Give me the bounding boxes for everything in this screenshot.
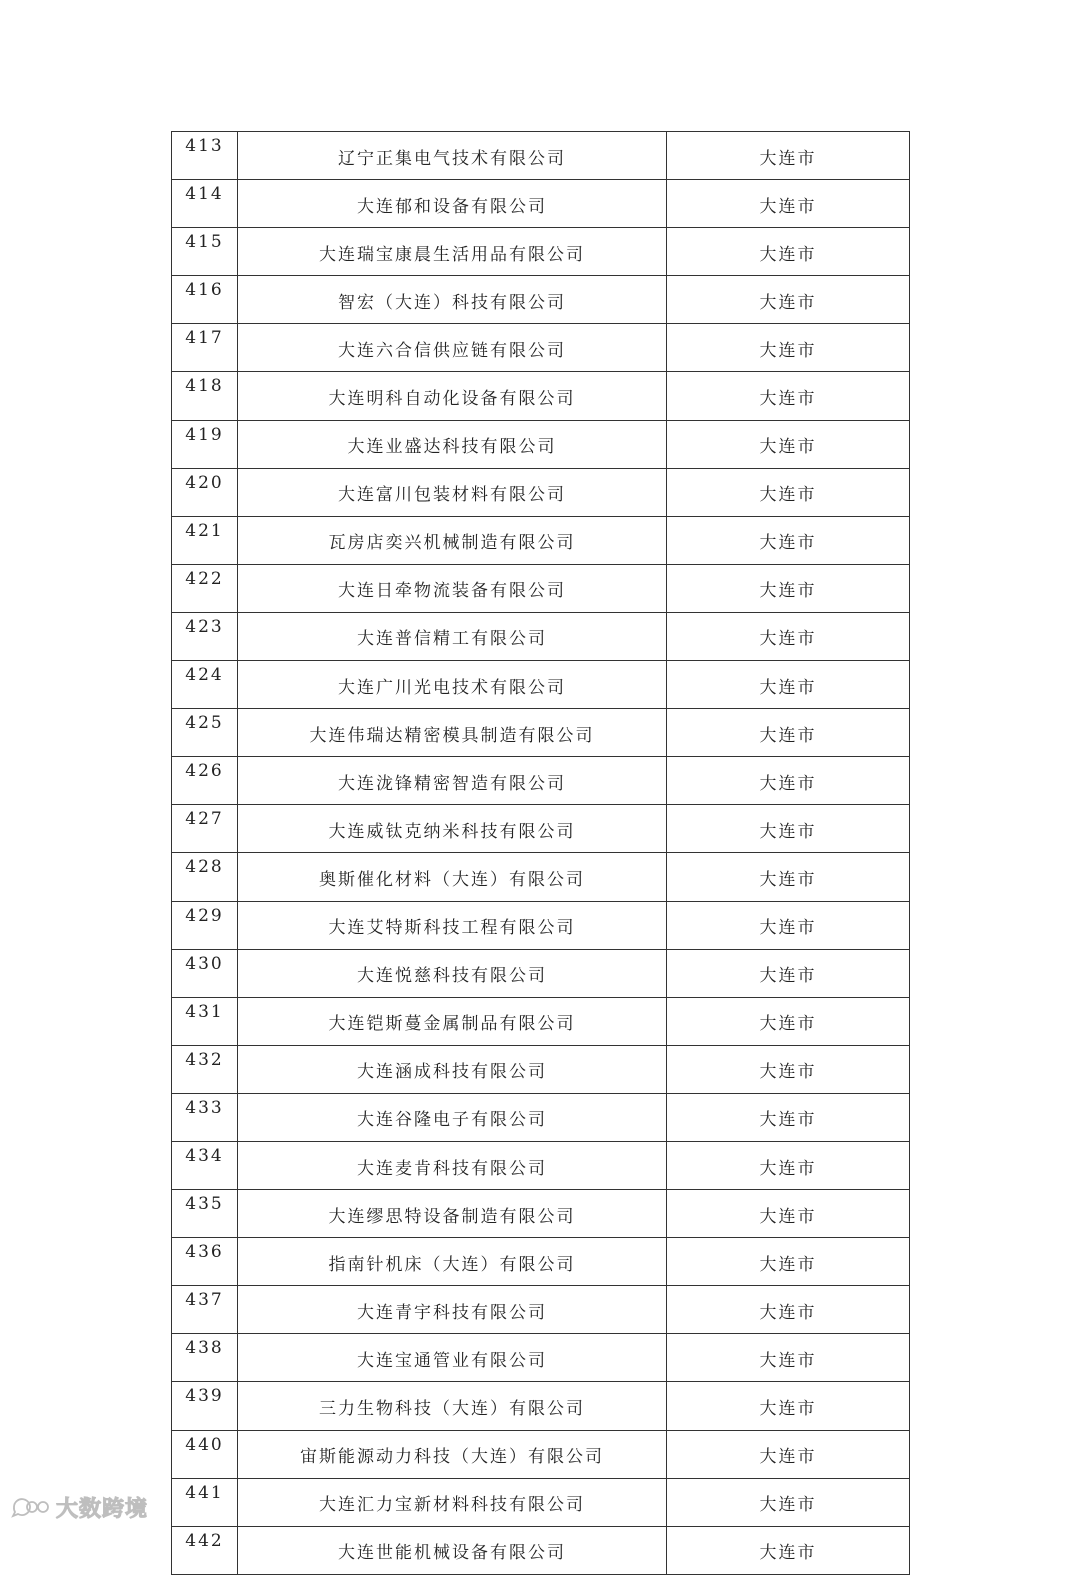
city-name: 大连市 <box>667 709 910 757</box>
city-name: 大连市 <box>667 276 910 324</box>
watermark-text: 大数跨境 <box>56 1496 149 1522</box>
company-name: 大连宝通管业有限公司 <box>238 1334 667 1382</box>
city-name: 大连市 <box>667 661 910 709</box>
table-row <box>172 805 910 853</box>
city-name: 大连市 <box>667 324 910 372</box>
city-name: 大连市 <box>667 1430 910 1478</box>
table-row <box>172 180 910 228</box>
company-name: 大连世能机械设备有限公司 <box>238 1526 667 1574</box>
company-name: 指南针机床（大连）有限公司 <box>238 1238 667 1286</box>
table-row <box>172 1141 910 1189</box>
company-name: 大连缪思特设备制造有限公司 <box>238 1190 667 1238</box>
company-name: 大连谷隆电子有限公司 <box>238 1093 667 1141</box>
watermark <box>10 1492 148 1522</box>
company-name: 宙斯能源动力科技（大连）有限公司 <box>238 1430 667 1478</box>
table-row <box>172 612 910 660</box>
table-row <box>172 516 910 564</box>
row-number: 439 <box>172 1382 238 1430</box>
row-number: 429 <box>172 901 238 949</box>
city-name: 大连市 <box>667 805 910 853</box>
company-table <box>171 131 910 1575</box>
table-row <box>172 420 910 468</box>
company-name: 大连铠斯蔓金属制品有限公司 <box>238 997 667 1045</box>
row-number: 416 <box>172 276 238 324</box>
company-name: 大连伟瑞达精密模具制造有限公司 <box>238 709 667 757</box>
row-number: 421 <box>172 516 238 564</box>
city-name: 大连市 <box>667 1238 910 1286</box>
table-row <box>172 1334 910 1382</box>
company-name: 大连悦慈科技有限公司 <box>238 949 667 997</box>
company-name: 大连泷锋精密智造有限公司 <box>238 757 667 805</box>
city-name: 大连市 <box>667 853 910 901</box>
row-number: 436 <box>172 1238 238 1286</box>
row-number: 426 <box>172 757 238 805</box>
city-name: 大连市 <box>667 1286 910 1334</box>
row-number: 423 <box>172 612 238 660</box>
row-number: 420 <box>172 468 238 516</box>
city-name: 大连市 <box>667 516 910 564</box>
city-name: 大连市 <box>667 1526 910 1574</box>
table-row <box>172 468 910 516</box>
company-name: 大连青宇科技有限公司 <box>238 1286 667 1334</box>
table-row <box>172 372 910 420</box>
row-number: 414 <box>172 180 238 228</box>
row-number: 430 <box>172 949 238 997</box>
company-name: 大连富川包装材料有限公司 <box>238 468 667 516</box>
table-row <box>172 661 910 709</box>
table-row <box>172 1430 910 1478</box>
row-number: 431 <box>172 997 238 1045</box>
company-name: 大连日牵物流装备有限公司 <box>238 564 667 612</box>
city-name: 大连市 <box>667 228 910 276</box>
row-number: 422 <box>172 564 238 612</box>
row-number: 428 <box>172 853 238 901</box>
city-name: 大连市 <box>667 1093 910 1141</box>
table-row <box>172 949 910 997</box>
table-row <box>172 324 910 372</box>
row-number: 441 <box>172 1478 238 1526</box>
chat-bubble-logo-icon <box>10 1496 50 1518</box>
company-name: 大连麦肯科技有限公司 <box>238 1141 667 1189</box>
company-name: 大连威钛克纳米科技有限公司 <box>238 805 667 853</box>
city-name: 大连市 <box>667 468 910 516</box>
company-name: 大连艾特斯科技工程有限公司 <box>238 901 667 949</box>
row-number: 440 <box>172 1430 238 1478</box>
company-name: 智宏（大连）科技有限公司 <box>238 276 667 324</box>
table-row <box>172 132 910 180</box>
city-name: 大连市 <box>667 997 910 1045</box>
company-name: 辽宁正集电气技术有限公司 <box>238 132 667 180</box>
row-number: 433 <box>172 1093 238 1141</box>
row-number: 438 <box>172 1334 238 1382</box>
table-row <box>172 1382 910 1430</box>
table-row <box>172 1526 910 1574</box>
row-number: 427 <box>172 805 238 853</box>
city-name: 大连市 <box>667 757 910 805</box>
city-name: 大连市 <box>667 1382 910 1430</box>
table-row <box>172 1238 910 1286</box>
city-name: 大连市 <box>667 180 910 228</box>
company-name: 大连广川光电技术有限公司 <box>238 661 667 709</box>
table-row <box>172 1093 910 1141</box>
city-name: 大连市 <box>667 1045 910 1093</box>
row-number: 434 <box>172 1141 238 1189</box>
company-name: 大连六合信供应链有限公司 <box>238 324 667 372</box>
table-row <box>172 1045 910 1093</box>
row-number: 424 <box>172 661 238 709</box>
row-number: 413 <box>172 132 238 180</box>
row-number: 437 <box>172 1286 238 1334</box>
company-name: 大连瑞宝康晨生活用品有限公司 <box>238 228 667 276</box>
row-number: 418 <box>172 372 238 420</box>
table-row <box>172 901 910 949</box>
city-name: 大连市 <box>667 1190 910 1238</box>
company-name: 奥斯催化材料（大连）有限公司 <box>238 853 667 901</box>
company-table-body <box>172 132 910 1575</box>
city-name: 大连市 <box>667 132 910 180</box>
city-name: 大连市 <box>667 564 910 612</box>
city-name: 大连市 <box>667 949 910 997</box>
row-number: 435 <box>172 1190 238 1238</box>
row-number: 419 <box>172 420 238 468</box>
table-row <box>172 228 910 276</box>
city-name: 大连市 <box>667 372 910 420</box>
table-row <box>172 757 910 805</box>
company-name: 大连业盛达科技有限公司 <box>238 420 667 468</box>
company-name: 大连明科自动化设备有限公司 <box>238 372 667 420</box>
table-row <box>172 1190 910 1238</box>
table-row <box>172 709 910 757</box>
company-name: 大连涵成科技有限公司 <box>238 1045 667 1093</box>
row-number: 432 <box>172 1045 238 1093</box>
row-number: 425 <box>172 709 238 757</box>
table-row <box>172 997 910 1045</box>
table-row <box>172 564 910 612</box>
table-row <box>172 1478 910 1526</box>
row-number: 417 <box>172 324 238 372</box>
company-name: 瓦房店奕兴机械制造有限公司 <box>238 516 667 564</box>
row-number: 415 <box>172 228 238 276</box>
company-name: 三力生物科技（大连）有限公司 <box>238 1382 667 1430</box>
city-name: 大连市 <box>667 1141 910 1189</box>
city-name: 大连市 <box>667 901 910 949</box>
city-name: 大连市 <box>667 1478 910 1526</box>
row-number: 442 <box>172 1526 238 1574</box>
company-name: 大连普信精工有限公司 <box>238 612 667 660</box>
company-name: 大连郁和设备有限公司 <box>238 180 667 228</box>
city-name: 大连市 <box>667 1334 910 1382</box>
table-row <box>172 1286 910 1334</box>
company-name: 大连汇力宝新材料科技有限公司 <box>238 1478 667 1526</box>
table-row <box>172 853 910 901</box>
city-name: 大连市 <box>667 612 910 660</box>
table-row <box>172 276 910 324</box>
city-name: 大连市 <box>667 420 910 468</box>
